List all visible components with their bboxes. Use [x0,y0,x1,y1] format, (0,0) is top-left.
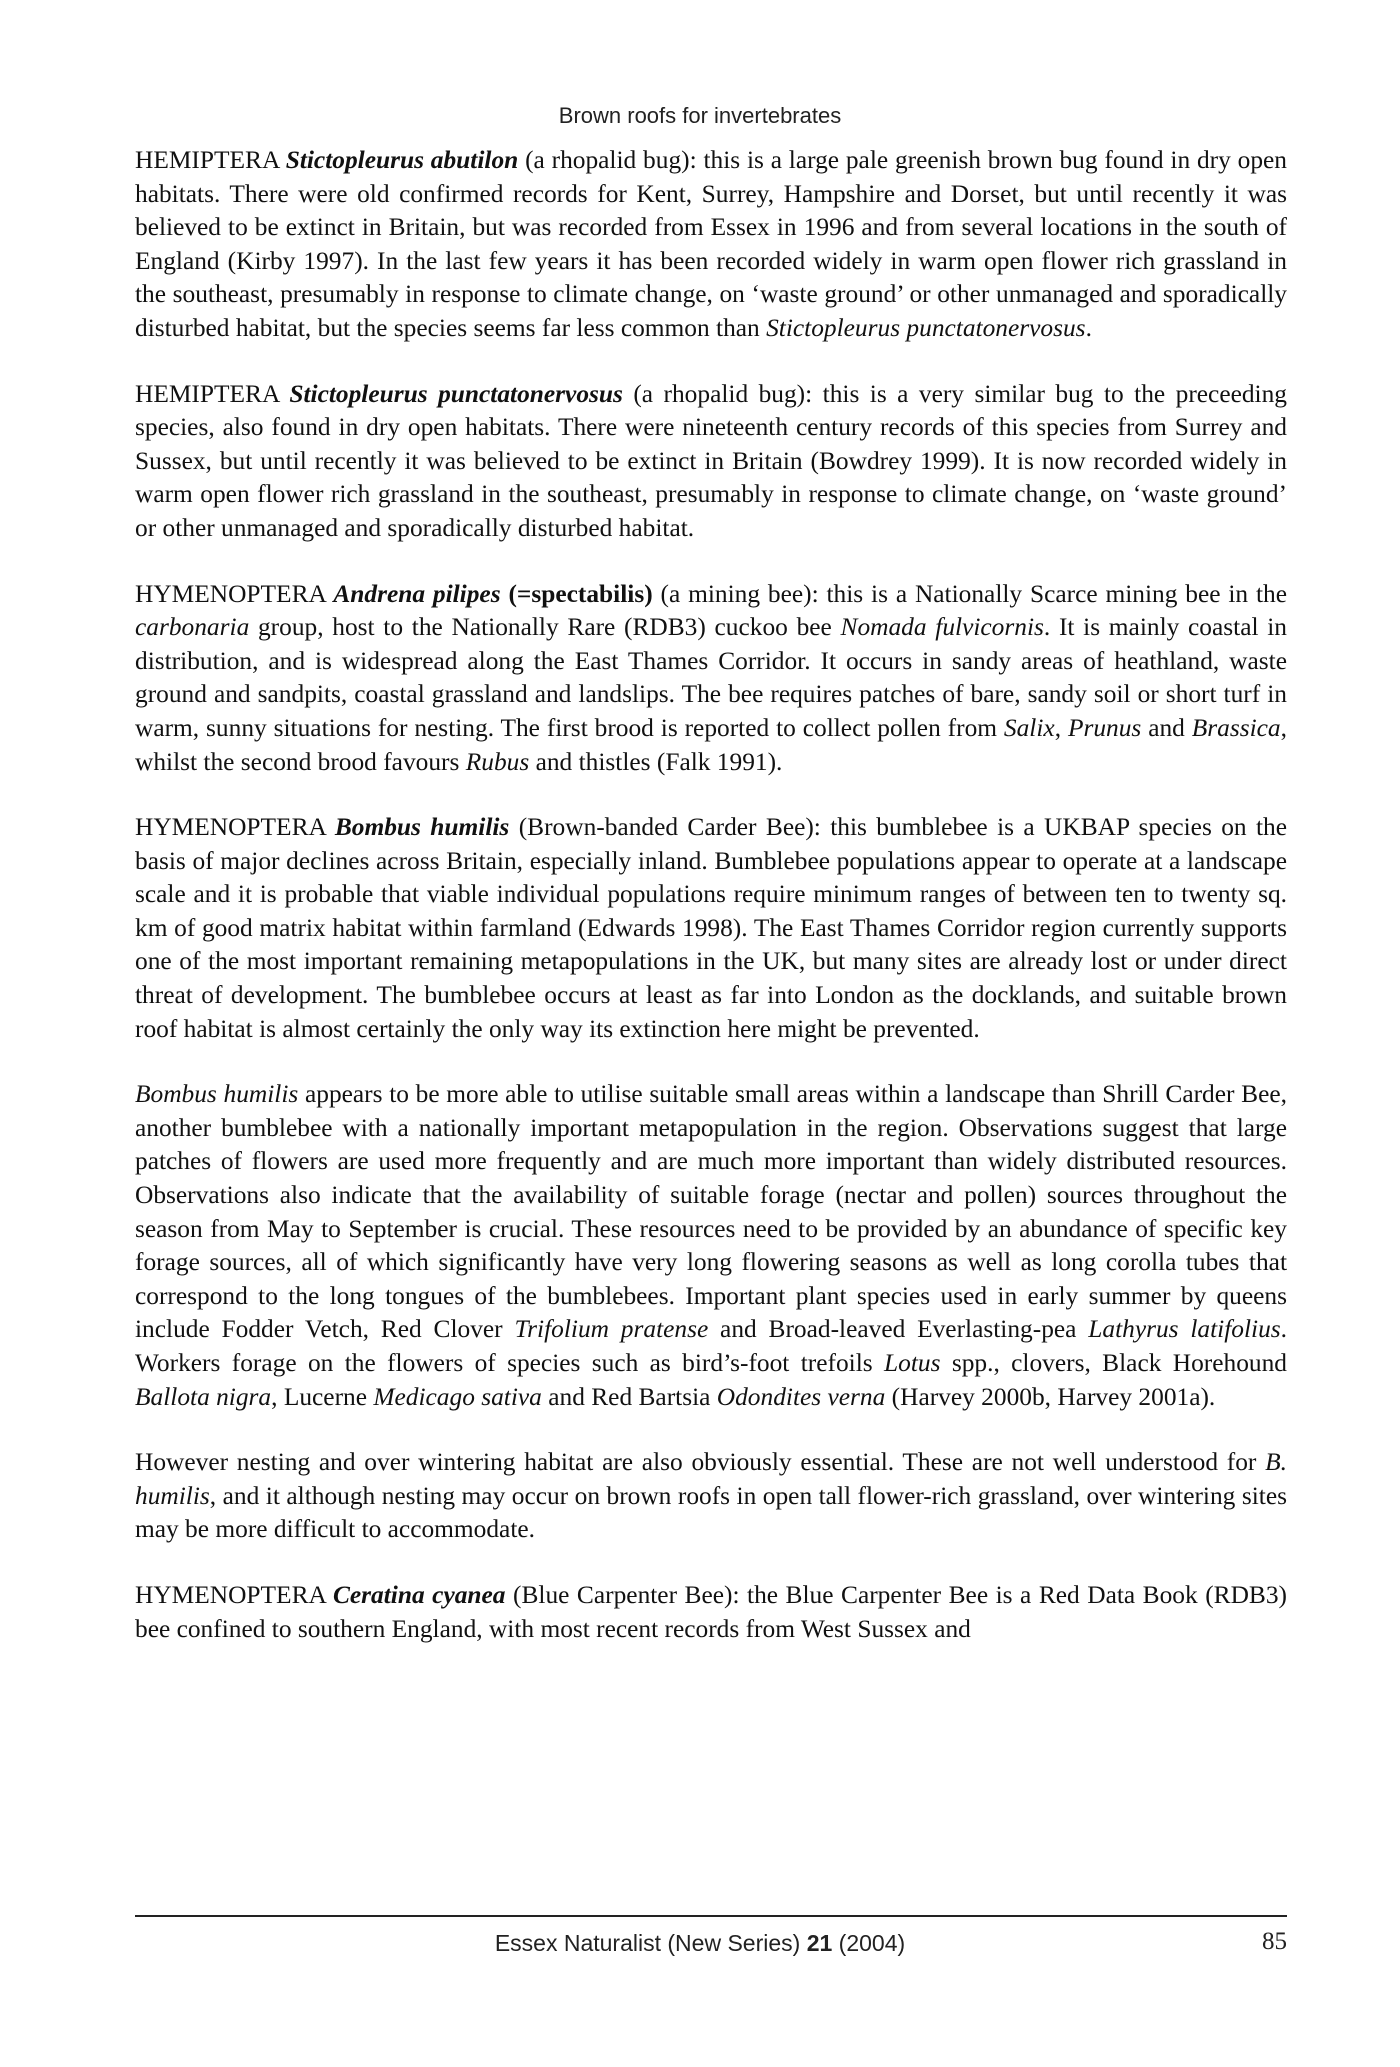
order-name: HYMENOPTERA [135,813,326,842]
species-name: Andrena pilipes [333,579,501,608]
entry-stictopleurus-punctatonervosus: HEMIPTERA Stictopleurus punctatonervosus (a rhopalid bug): this is a very similar bug to the preceeding species, also found in dry open habitats. There were nineteenth century records of this species from Surrey and Sussex, but until recently it was believed to be extinct in Britain (Bowdrey 1999). It is now recorded widely in warm open flower rich grassland in the southeast, presumably in response to climate change, on ‘waste ground’ or other unmanaged and sporadically disturbed habitat. [135,379,1287,542]
entry-bombus-humilis: HYMENOPTERA Bombus humilis (Brown-banded Carder Bee): this bumblebee is a UKBAP species on the basis of major declines across Britain, especially inland. Bumblebee populations appear to operate at a landscape scale and it is probable that viable individual populations require minimum ranges of between ten to twenty sq. km of good matrix habitat within farmland (Edwards 1998). The East Thames Corridor region currently supports one of the most important remaining metapopulations in the UK, but many sites are already lost or under direct threat of development. The bumblebee occurs at least as far into London as the docklands, and suitable brown roof habitat is almost certainly the only way its extinction here might be prevented. [135,813,1287,1043]
species-name: Ceratina cyanea [332,1580,506,1609]
paragraph-bombus-humilis-forage: Bombus humilis appears to be more able to utilise suitable small areas within a landscape than Shrill Carder Bee, another bumblebee with a nationally important metapopulation in the region. Observations suggest that large patches of flowers are used more frequently and are much more important than widely distributed resources. Observations also indicate that the availability of suitable forage (nectar and pollen) sources throughout the season from May to September is crucial. These resources need to be provided by an abundance of specific key forage sources, all of which significantly have very long flowering seasons as well as long corolla tubes that correspond to the long tongues of the bumblebees. Important plant species used in early summer by queens include Fodder Vetch, Red Clover Trifolium pratense and Broad-leaved Everlasting-pea Lathyrus latifolius. Workers forage on the flowers of species such as bird’s-foot trefoils Lotus spp., clovers, Black Horehound Ballota nigra, Lucerne Medicago sativa and Red Bartsia Odondites verna (Harvey 2000b, Harvey 2001a). [135,1080,1288,1411]
page-number: 85 [1262,1928,1287,1955]
order-name: HYMENOPTERA [135,1580,326,1609]
order-name: HEMIPTERA [135,146,279,174]
footer-rule [135,1915,1287,1917]
paragraph-nesting: However nesting and over wintering habitat are also obviously essential. These are not well understood for B. humilis, and it although nesting may occur on brown roofs in open tall flower-rich grassland, over wintering sites may be more difficult to accommodate. [135,1448,1287,1544]
running-title: Brown roofs for invertebrates [558,103,842,128]
species-name: Stictopleurus abutilon [285,146,519,174]
order-name: HEMIPTERA [135,379,279,408]
species-name: Stictopleurus punctatonervosus [289,379,623,408]
entry-andrena-pilipes: HYMENOPTERA Andrena pilipes (=spectabilis) (a mining bee): this is a Nationally Scarce mining bee in the carbonaria group, host to the Nationally Rare (RDB3) cuckoo bee Nomada fulvicornis. It is mainly coastal in distribution, and is widespread along the East Thames Corridor. It occurs in sandy areas of heathland, waste ground and sandpits, coastal grassland and landslips. The bee requires patches of bare, sandy soil or short turf in warm, sunny situations for nesting. The first brood is reported to collect pollen from Salix, Prunus and Brassica, whilst the second brood favours Rubus and thistles (Falk 1991). [135,579,1287,776]
species-synonym: (=spectabilis) [500,579,653,608]
species-name: Bombus humilis [334,813,510,842]
order-name: HYMENOPTERA [135,579,326,608]
entry-ceratina-cyanea: HYMENOPTERA Ceratina cyanea (Blue Carpenter Bee): the Blue Carpenter Bee is a Red Data Book (RDB3) bee confined to southern England, with most recent records from West Sussex and [135,1580,1288,1643]
footer-journal-citation: Essex Naturalist (New Series) 21 (2004) [494,1930,906,1956]
entry-stictopleurus-abutilon: HEMIPTERA Stictopleurus abutilon (a rhopalid bug): this is a large pale greenish brown bug found in dry open habitats. There were old confirmed records for Kent, Surrey, Hampshire and Dorset, but until recently it was believed to be extinct in Britain, but was recorded from Essex in 1996 and from several locations in the south of England (Kirby 1997). In the last few years it has been recorded widely in warm open flower rich grassland in the southeast, presumably in response to climate change, on ‘waste ground’ or other unmanaged and sporadically disturbed habitat, but the species seems far less common than Stictopleurus punctatonervosus. [135,146,1287,342]
footer-volume: 21 [806,1930,833,1956]
body-text [135,144,1287,1646]
